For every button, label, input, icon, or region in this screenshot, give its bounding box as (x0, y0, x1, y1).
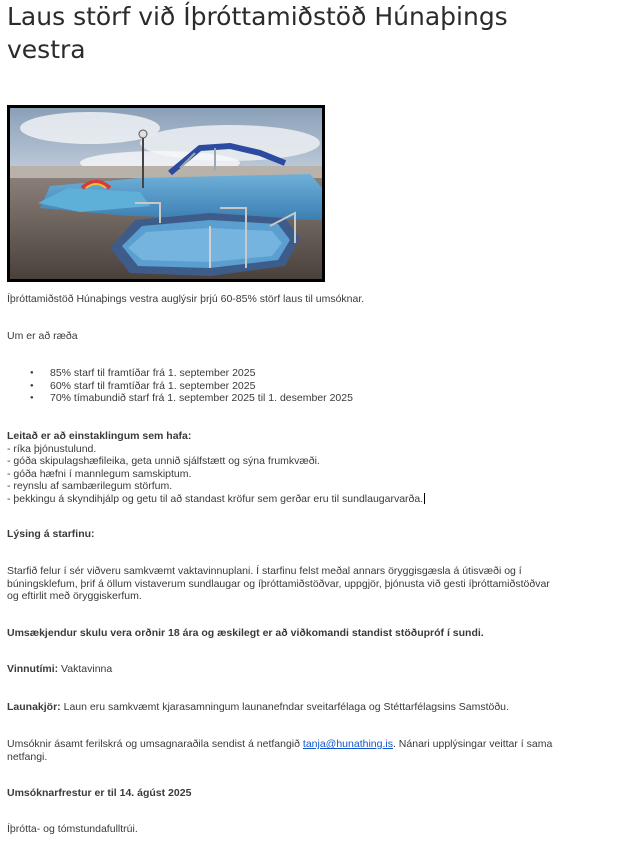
list-item: ● 85% starf til framtíðar frá 1. september 2025 (7, 367, 353, 380)
salary-value: Laun eru samkvæmt kjarasamningum launanefndar sveitarfélaga og Stéttarfélagsins Samstöðu. (60, 701, 509, 713)
hours-value: Vaktavinna (58, 663, 113, 675)
positions-heading: Um er að ræða (7, 330, 78, 342)
list-item: - reynslu af sambærilegum störfum. (7, 480, 173, 492)
apply-text (7, 738, 562, 763)
list-item: ● 60% starf til framtíðar frá 1. september 2025 (7, 380, 353, 393)
apply-before: Umsóknir ásamt ferilskrá og umsagnaraðila sendist á netfangið (7, 738, 303, 750)
list-item: - ríka þjónustulund. (7, 442, 97, 455)
hours-line (7, 663, 112, 676)
apply-after: . Nánari upplýsingar veittar í sama netfangi. (7, 738, 553, 763)
seeking-section (7, 430, 425, 505)
text-cursor (424, 493, 425, 504)
list-item: ● 70% tímabundið starf frá 1. september 2025 til 1. desember 2025 (7, 392, 353, 405)
seeking-line-last: - þekkingu á skyndihjálp og getu til að standast kröfur sem gerðar eru til sundlaugarvarða. (7, 492, 424, 505)
description-heading: Lýsing á starfinu: (7, 528, 95, 540)
page-title: Laus störf við Íþróttamiðstöð Húnaþings vestra (7, 2, 508, 64)
pool-photo-image (10, 108, 322, 279)
signature-text: Íþrótta- og tómstundafulltrúi. (7, 823, 138, 835)
list-item: - góða hæfni í mannlegum samskiptum. (7, 467, 192, 480)
positions-list (7, 367, 353, 405)
seeking-heading: Leitað er að einstaklingum sem hafa: (7, 430, 192, 442)
pool-photo (7, 105, 325, 282)
salary-line (7, 701, 509, 714)
email-link[interactable]: tanja@hunathing.is (302, 738, 393, 750)
list-item: - góða skipulagshæfileika, geta unnið sjálfstætt og sýna frumkvæði. (7, 455, 320, 467)
deadline-text: Umsóknarfrestur er til 14. ágúst 2025 (7, 787, 192, 799)
description-text: Starfið felur í sér viðveru samkvæmt vaktavinnuplani. Í starfinu felst meðal annars öryggisgæsla á útisvæði og í búningsklefum, þrif á öllum vistaverum sundlaugar og íþróttamiðstöðvar, uppgjör, þjónusta við gesti íþróttamiðstöðvar og eftirlit með öryggiskerfum. (7, 565, 550, 602)
salary-label: Launakjör: (7, 701, 61, 713)
list-item (7, 493, 425, 506)
age-requirement: Umsækjendur skulu vera orðnir 18 ára og æskilegt er að viðkomandi standist stöðupróf í sundi. (7, 627, 484, 639)
hours-label: Vinnutími: (7, 663, 59, 675)
intro-text: Íþróttamiðstöð Húnaþings vestra auglýsir þrjú 60-85% störf laus til umsóknar. (7, 293, 365, 305)
